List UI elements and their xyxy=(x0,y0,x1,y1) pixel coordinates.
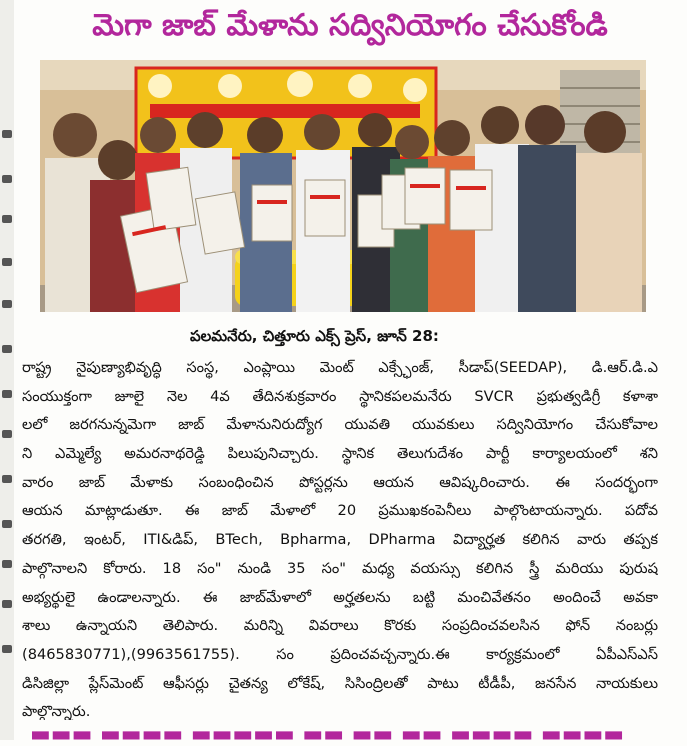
page-edge-strip xyxy=(0,0,14,740)
group-photo xyxy=(40,60,646,312)
article-dateline: పలమనేరు, చిత్తూరు ఎక్స్ ప్రెస్, జూన్ 28: xyxy=(190,327,439,345)
body-line: డిసిజిల్లా ప్లేస్‌మెంట్ ఆఫీసర్లు చైతన్య లోకేష్, సిసింద్రిలతో పాటు టీడీపీ, జనసేన నాయకులు xyxy=(22,674,658,692)
next-article-headline-cut: ▬▬▬ ▬▬▬▬ ▬▬▬▬▬ ▬▬ ▬▬ ▬▬ ▬▬▬▬ ▬▬▬▬ xyxy=(30,722,625,746)
body-line: రాష్ట్ర నైపుణ్యాభివృద్ధి సంస్థ, ఎంప్లాయి మెంట్ ఎక్స్ఛేంజ్, సీడాప్(SEEDAP), డి.ఆర్.డి.ఎ xyxy=(22,359,658,376)
body-line: పాల్గొనాలని కోరారు. 18 సం" నుండి 35 సం" మధ్య వయస్సు కలిగిన స్త్రీ మరియు పురుష xyxy=(22,559,658,577)
group-photo-poster-release-icon xyxy=(40,60,646,312)
body-line: లలో జరగనున్నమెగా జాబ్ మేళానునిరుద్యోగ యువతి యువకులు సద్వినియోగం చేసుకోవాల xyxy=(22,416,658,434)
body-line: (8465830771),(9963561755). సం ప్రదించవచ్చన్నారు.ఈ కార్యక్రమంలో ఏపీఎస్ఎస్ xyxy=(22,645,658,663)
body-line: అభ్యర్థులై ఉండాలన్నారు. ఈ జాబ్‌మేళాలో అర్హతలను బట్టి మంచివేతనం అందించే అవకా xyxy=(22,588,658,606)
body-line: తరగతి, ఇంటర్, ITI&డిప్, BTech, Bpharma, DPharma విద్యార్హత కలిగిన వారు తప్పక xyxy=(22,531,658,549)
body-line: సంయుక్తంగా జూలై నెల 4వ తేదినశుక్రవారం స్థానికపలమనేరు SVCR ప్రభుత్వడిగ్రీ కళాశా xyxy=(22,387,658,405)
article-body xyxy=(22,354,658,720)
body-line: పాల్గొన్నారు. xyxy=(22,703,91,720)
body-line: శాలు ఉన్నాయని తెలిపారు. మరిన్ని వివరాలు కొరకు సంప్రదించవలసిన ఫోన్ నంబర్లు xyxy=(22,617,658,635)
body-line: ఆయన మాట్లాడుతూ. ఈ జాబ్ మేళాలో 20 ప్రముఖకంపెనీలు పాల్గొంటాయన్నారు. పదోవ xyxy=(22,502,658,520)
body-line: ని ఎమ్మెల్యే అమరనాథరెడ్డి పిలుపునిచ్చారు. స్థానిక తెలుగుదేశం పార్టీ కార్యాలయంలో శని xyxy=(22,445,658,463)
body-line: వారం జాబ్ మేళాకు సంబంధించిన పోస్టర్లను ఆయన ఆవిష్కరించారు. ఈ సందర్భంగా xyxy=(22,473,658,491)
article-headline: మెగా జాబ్ మేళాను సద్వినియోగం చేసుకోండి xyxy=(92,8,608,43)
